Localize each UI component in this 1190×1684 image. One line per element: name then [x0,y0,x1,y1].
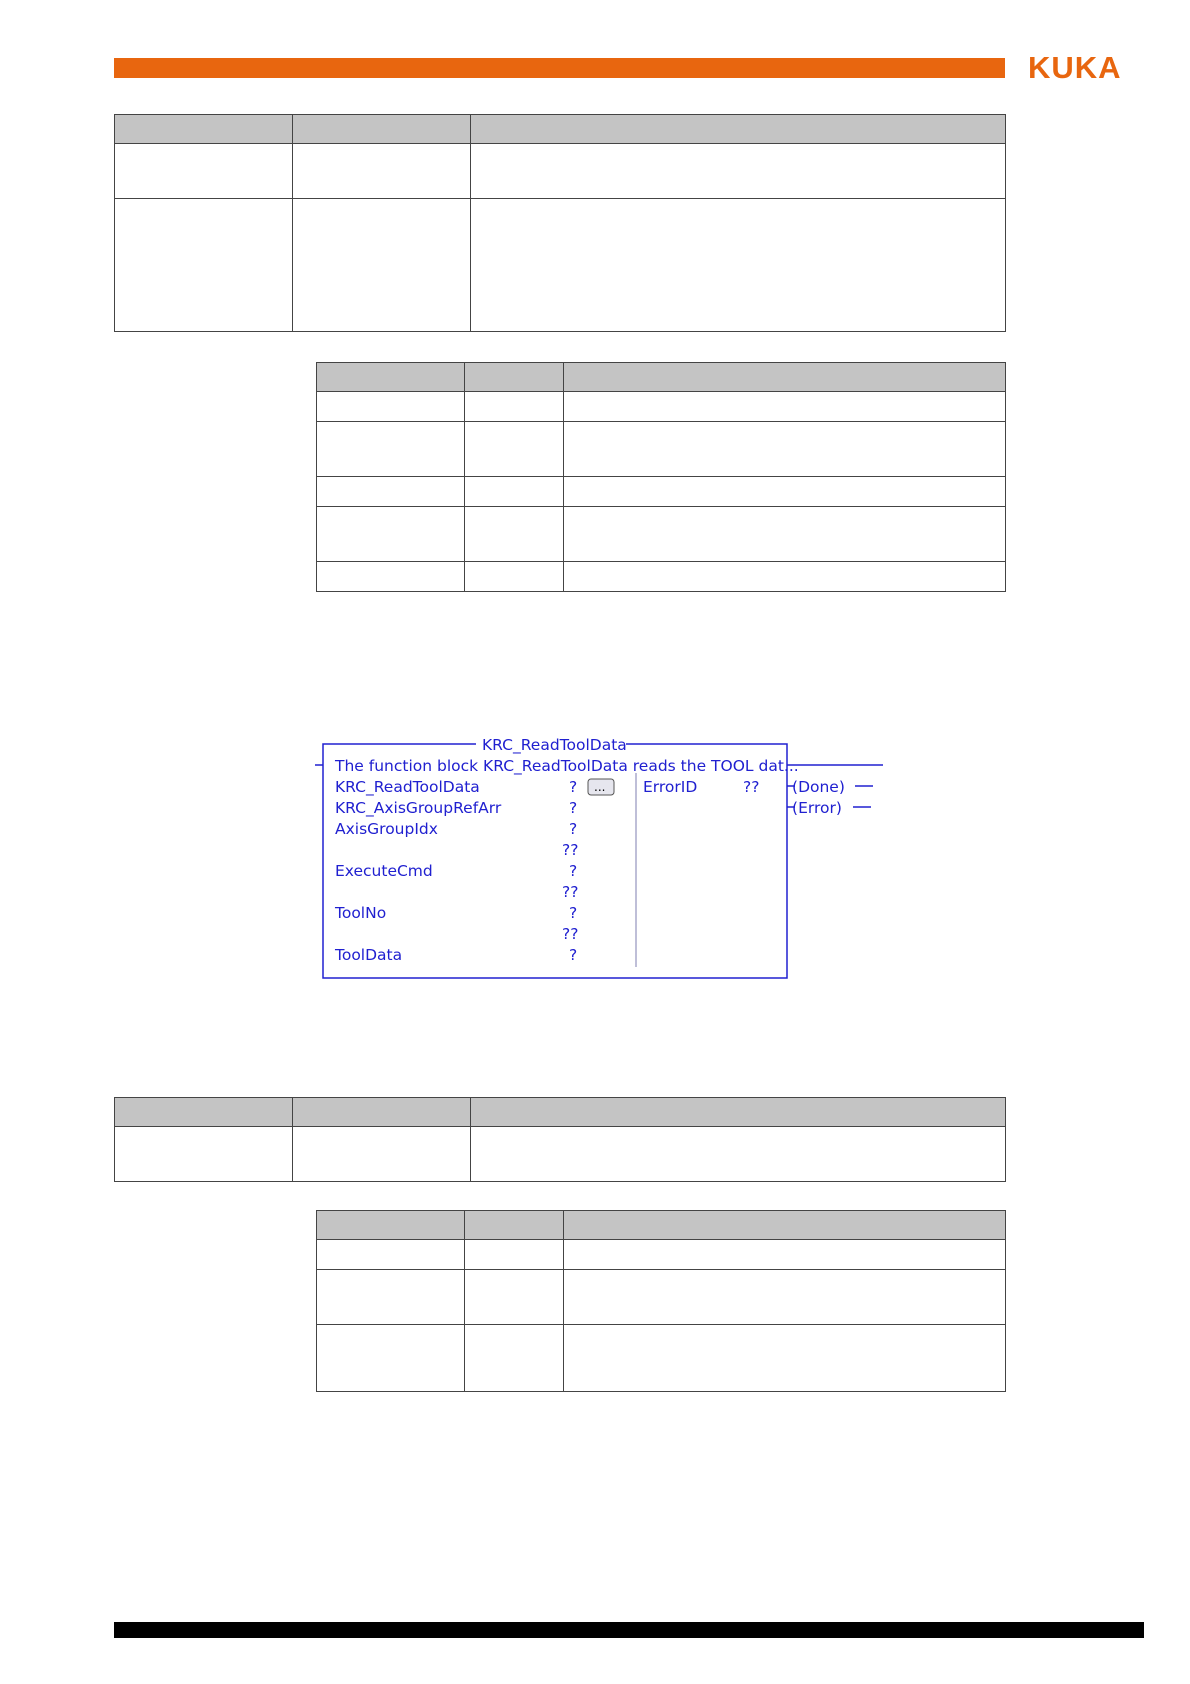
input-value: ? [569,862,578,880]
table-1-header [115,115,293,144]
table-row [115,144,293,199]
input-value: ? [569,904,578,922]
output-label: ErrorID [643,778,698,796]
table-row [317,477,465,507]
input-label: AxisGroupIdx [335,820,438,838]
input-value: ? [569,946,578,964]
input-sub-value: ?? [562,841,579,859]
coil-done-label: Done [798,778,839,796]
input-value: ? [569,778,578,796]
table-row [317,422,465,477]
browse-button-label: ... [594,780,606,794]
input-label: KRC_ReadToolData [335,778,480,796]
table-row [317,1270,465,1325]
block-description: The function block KRC_ReadToolData reads the TOOL dat... [335,757,799,775]
input-sub-value: ?? [562,925,579,943]
table-3 [114,1097,1006,1182]
table-row [317,392,465,422]
table-row [317,507,465,562]
footer-bar [114,1622,1144,1638]
header-accent-bar [114,58,1005,78]
table-4-header [317,1211,465,1240]
block-title: KRC_ReadToolData [482,736,627,754]
input-label: ToolNo [335,904,387,922]
table-row [115,199,293,332]
input-label: KRC_AxisGroupRefArr [335,799,502,817]
table-4 [316,1210,1006,1392]
table-row [317,1325,465,1392]
output-value: ?? [743,778,760,796]
coil-error[interactable]: (Error) [792,799,842,817]
table-row [115,1127,293,1182]
coil-done[interactable]: (Done) [792,778,845,796]
table-3-header [115,1098,293,1127]
input-value: ? [569,799,578,817]
browse-button[interactable] [588,779,614,795]
function-block-diagram [305,725,905,985]
table-1 [114,114,1006,332]
input-sub-value: ?? [562,883,579,901]
kuka-logo: KUKA [1028,50,1122,85]
input-value: ? [569,820,578,838]
input-label: ExecuteCmd [335,862,433,880]
table-row [317,562,465,592]
table-2-header [317,363,465,392]
input-label: ToolData [335,946,403,964]
table-2 [316,362,1006,592]
table-row [317,1240,465,1270]
coil-error-label: Error [798,799,836,817]
